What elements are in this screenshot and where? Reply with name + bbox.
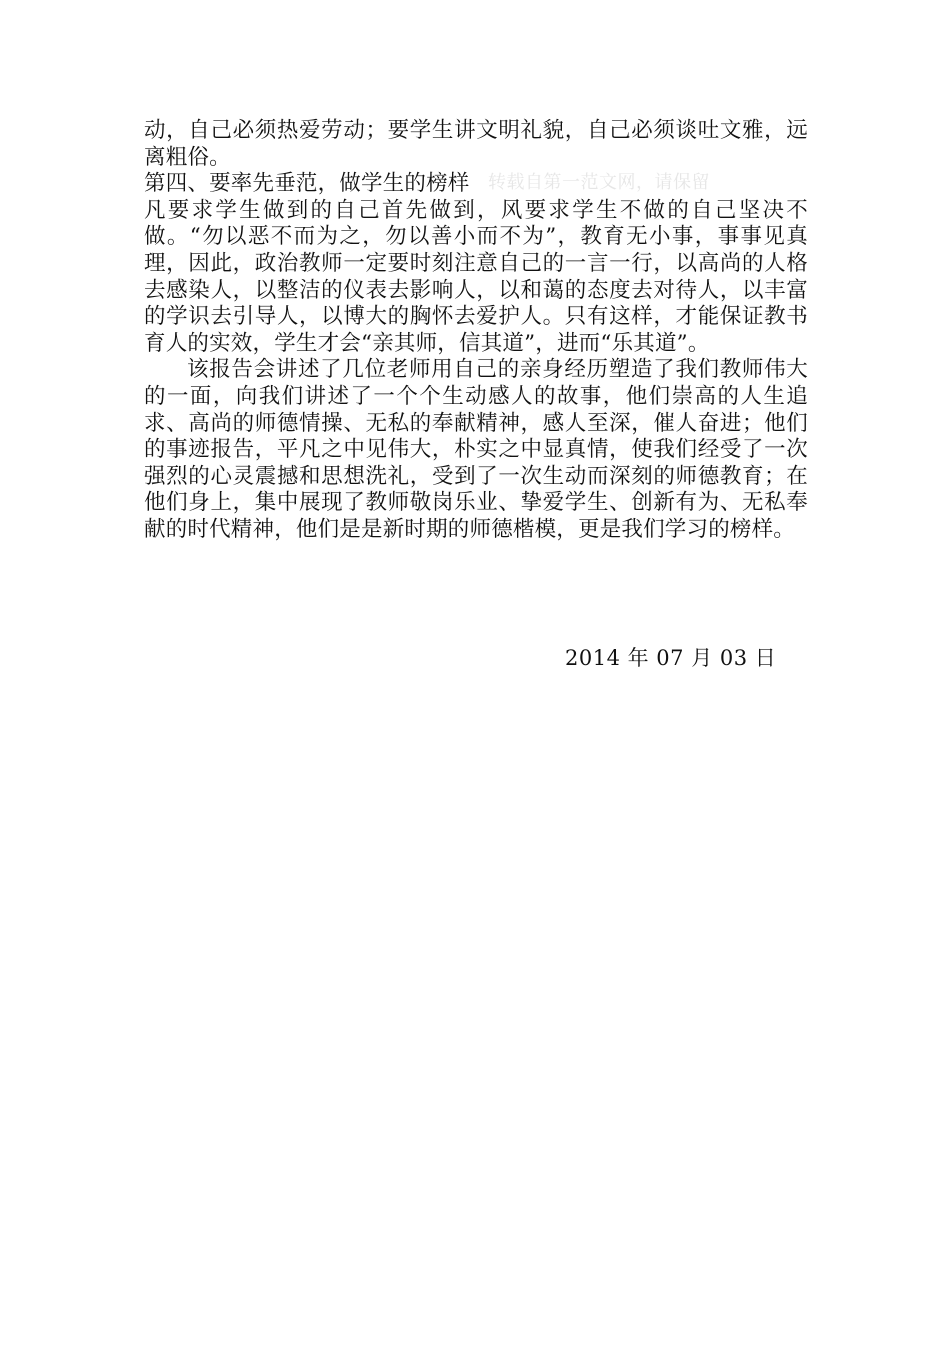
paragraph-continuation: 动，自己必须热爱劳动；要学生讲文明礼貌，自己必须谈吐文雅，远离粗俗。 [144,118,808,170]
watermark-text: 转载自第一范文网，请保留 [488,172,710,193]
paragraph-role-model: 凡要求学生做到的自己首先做到，风要求学生不做的自己坚决不做。“勿以恶不而为之，勿以善小而不为”，教育无小事，事事见真理，因此，政治教师一定要时刻注意自己的一言一行，以高尚的人格去感染人，以整洁的仪表去影响人，以和蔼的态度去对待人，以丰富的学识去引导人，以博大的胸怀去爱护人。只有这样，才能保证教书育人的实效，学生才会“亲其师，信其道”，进而“乐其道”。 [144,197,808,356]
section-heading: 第四、要率先垂范，做学生的榜样 [144,171,470,197]
document-date: 2014 年 07 月 03 日 [565,646,777,670]
paragraph-report-summary: 该报告会讲述了几位老师用自己的亲身经历塑造了我们教师伟大的一面，向我们讲述了一个个生动感人的故事，他们崇高的人生追求、高尚的师德情操、无私的奉献精神，感人至深，催人奋进；他们的事迹报告，平凡之中见伟大，朴实之中显真情，使我们经受了一次强烈的心灵震撼和思想洗礼，受到了一次生动而深刻的师德教育；在他们身上，集中展现了教师敬岗乐业、挚爱学生、创新有为、无私奉献的时代精神，他们是是新时期的师德楷模，更是我们学习的榜样。 [144,357,808,542]
